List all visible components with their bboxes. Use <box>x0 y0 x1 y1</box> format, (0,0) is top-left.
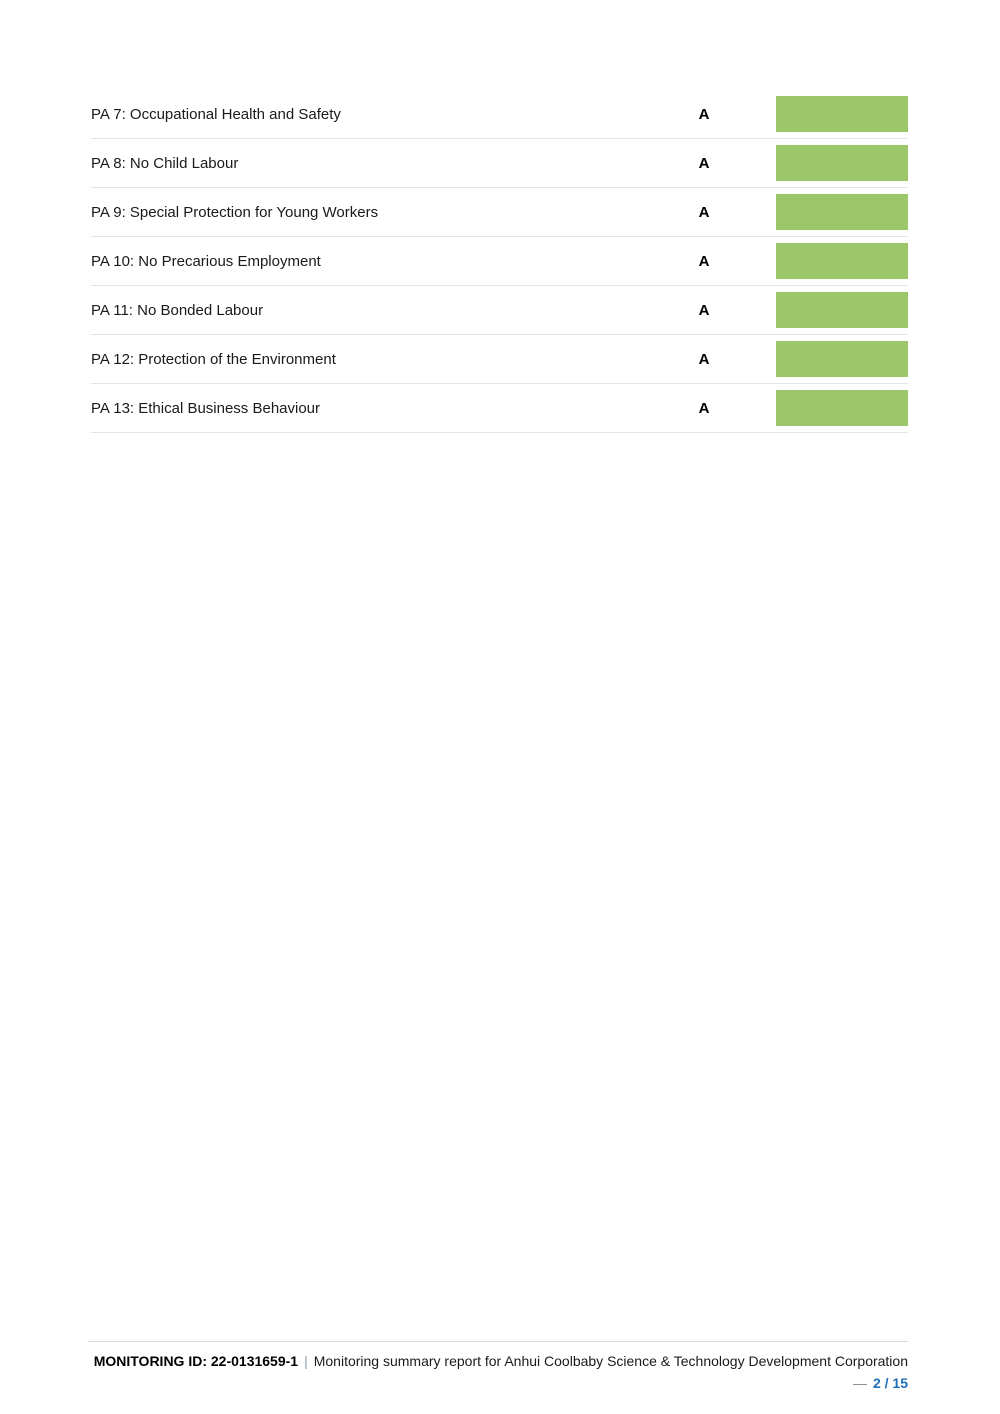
pa-label: PA 12: Protection of the Environment <box>91 350 336 368</box>
page-number: 2 / 15 <box>872 1375 908 1391</box>
rating-bar <box>776 243 908 279</box>
rating-bar <box>776 194 908 230</box>
rating-grade: A <box>698 105 710 123</box>
pa-label: PA 13: Ethical Business Behaviour <box>91 399 321 417</box>
table-row <box>91 90 908 139</box>
rating-grade: A <box>698 301 710 319</box>
table-row <box>91 286 908 335</box>
pa-label: PA 9: Special Protection for Young Workers <box>91 203 379 221</box>
table-row <box>91 335 908 384</box>
performance-areas-table <box>91 90 908 433</box>
page-footer <box>88 1341 908 1394</box>
rating-bar <box>776 390 908 426</box>
rating-grade: A <box>698 350 710 368</box>
rating-grade: A <box>698 252 710 270</box>
footer-dash: — <box>852 1375 867 1391</box>
rating-grade: A <box>698 399 710 417</box>
monitoring-id: MONITORING ID: 22-0131659-1 <box>93 1353 299 1369</box>
table-row <box>91 384 908 433</box>
rating-grade: A <box>698 203 710 221</box>
table-row <box>91 188 908 237</box>
pa-label: PA 8: No Child Labour <box>91 154 239 172</box>
rating-bar <box>776 292 908 328</box>
pa-label: PA 11: No Bonded Labour <box>91 301 264 319</box>
pa-label: PA 7: Occupational Health and Safety <box>91 105 341 123</box>
table-row <box>91 139 908 188</box>
rating-bar <box>776 96 908 132</box>
rating-grade: A <box>698 154 710 172</box>
footer-description: Monitoring summary report for Anhui Coolbaby Science & Technology Development Corporation <box>313 1353 908 1369</box>
rating-bar <box>776 145 908 181</box>
rating-bar <box>776 341 908 377</box>
table-row <box>91 237 908 286</box>
footer-separator: | <box>304 1353 308 1369</box>
pa-label: PA 10: No Precarious Employment <box>91 252 321 270</box>
